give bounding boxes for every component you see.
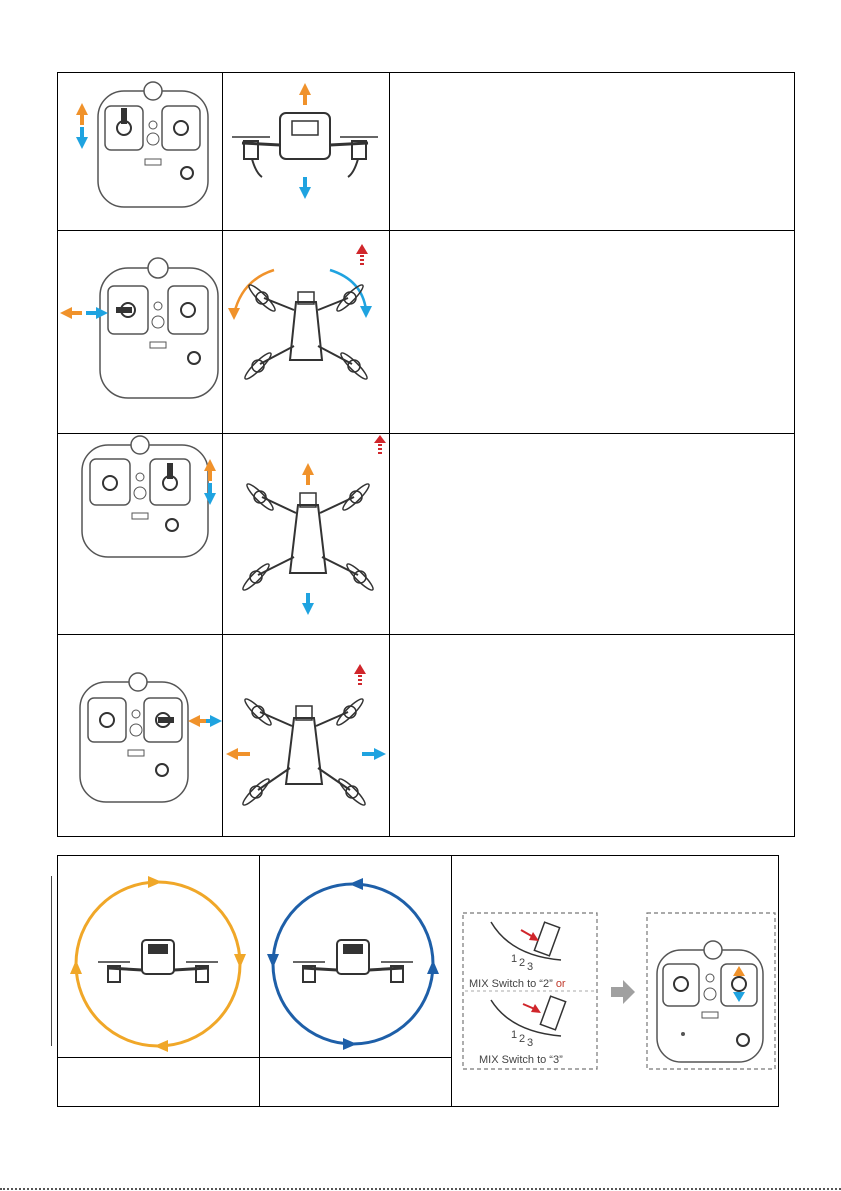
column-divider <box>389 73 390 836</box>
row3-controller-cell <box>58 433 222 634</box>
controller-icon <box>58 634 222 838</box>
row2-controller-cell <box>58 230 222 433</box>
drone-icon <box>222 634 389 838</box>
drone-icon <box>259 856 451 1057</box>
row2-drone-cell <box>222 230 389 433</box>
controller-icon <box>58 433 222 634</box>
mix-switch-panel <box>451 856 780 1108</box>
flip-table <box>57 855 779 1107</box>
flip-right-cell <box>259 856 451 1057</box>
switch-position-label: 3 <box>527 1037 534 1049</box>
drone-icon <box>222 433 389 634</box>
row1-drone-cell <box>222 73 389 230</box>
control-table <box>57 72 795 837</box>
drone-icon <box>222 230 389 433</box>
row-divider <box>58 1057 451 1058</box>
switch-position-label: 2 <box>519 957 526 969</box>
row3-drone-cell <box>222 433 389 634</box>
switch-label-3: MIX Switch to “3” <box>479 1054 563 1066</box>
controller-icon <box>58 230 222 433</box>
controller-icon <box>58 73 222 230</box>
switch-label-2: MIX Switch to “2” or <box>469 978 566 990</box>
row4-drone-cell <box>222 634 389 838</box>
switch-position-label: 3 <box>527 961 534 973</box>
switch-position-label: 2 <box>519 1033 526 1045</box>
switch-position-label: 1 <box>511 953 518 965</box>
flip-left-cell <box>58 856 259 1057</box>
mix-switch-icon <box>451 856 780 1108</box>
row1-controller-cell <box>58 73 222 230</box>
drone-icon <box>58 856 259 1057</box>
margin-line <box>51 876 52 1046</box>
page-edge <box>0 1188 841 1190</box>
row4-controller-cell <box>58 634 222 838</box>
drone-icon <box>222 73 389 230</box>
switch-position-label: 1 <box>511 1029 518 1041</box>
